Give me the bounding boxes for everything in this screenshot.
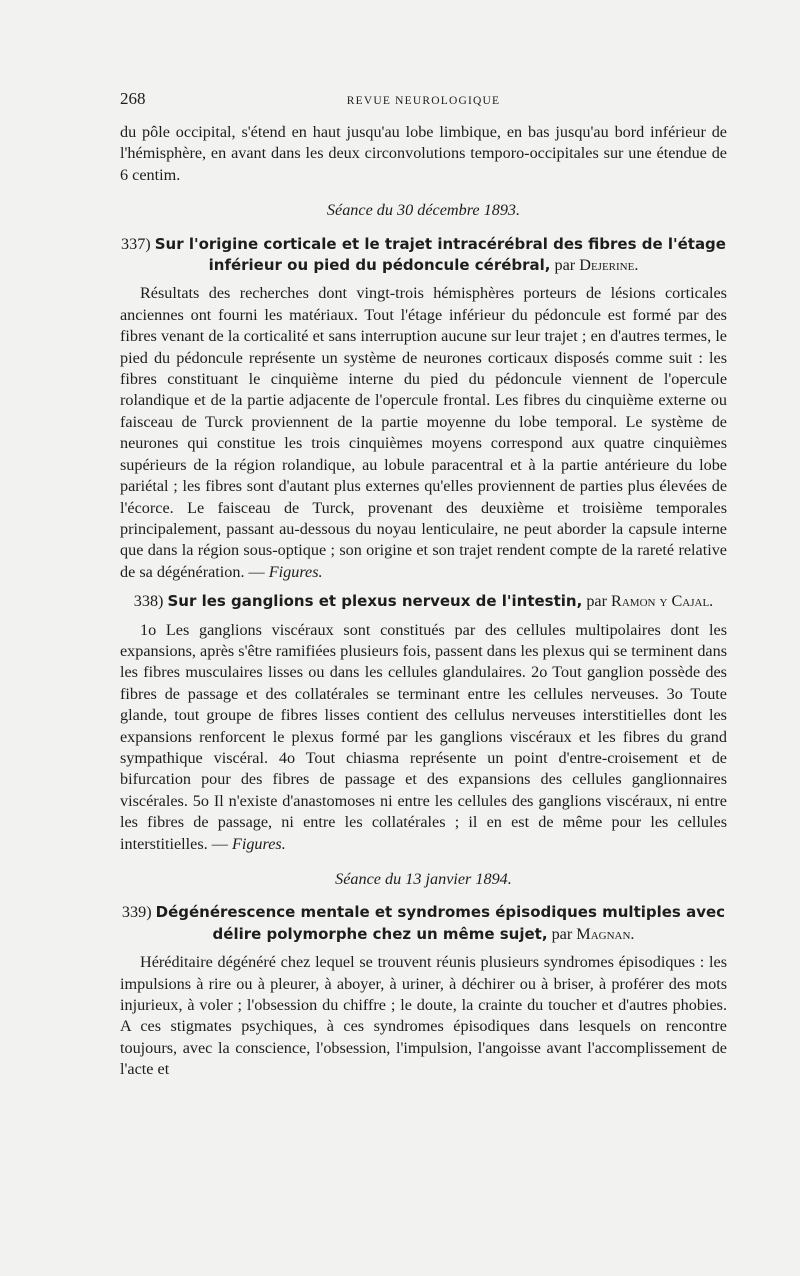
article-number: 337) [121,234,151,253]
article-body [120,620,727,855]
article-body [120,952,727,1080]
article-title-text: Sur les ganglions et plexus nerveux de l'intestin, [167,592,583,611]
article-number: 338) [133,592,164,611]
by-word: par [551,924,573,943]
figures-note: Figures. [231,834,286,853]
journal-title: REVUE NEUROLOGIQUE [346,95,501,107]
article-title-text: Sur l'origine corticale et le trajet intracérébral des fibres de l'étage inférieur ou pied du pédoncule cérébral, [154,234,726,275]
article-body-text: Héréditaire dégénéré chez lequel se trouvent réunis plusieurs syndromes épisodiques : les impulsions à rire ou à pleurer, à aboyer, à uriner, à déchirer ou à briser, à proférer des mots injurieux, à voler ; l'obsession du chiffre ; le doute, la crainte du toucher et d'autres phobies. A ces stigmates psychiques, à ces syndromes épisodiques dans lesquels on rencontre toujours, avec la conscience, l'obsession, l'impulsion, l'angoisse avant l'accomplissement de l'acte et [120,953,727,1079]
by-word: par [554,256,576,275]
dash: — [211,834,228,853]
article-author: Ramon y Cajal. [611,592,714,611]
session-heading: Séance du 30 décembre 1893. [326,201,521,220]
article-number: 339) [121,903,152,922]
page-number: 268 [120,89,146,108]
running-header [120,88,727,112]
by-word: par [586,592,607,611]
intro-paragraph: du pôle occipital, s'étend en haut jusqu'au lobe limbique, en bas jusqu'au bord inférieur de l'hémisphère, en avant dans les deux circonvolutions temporo-occipitales sur une étendue de 6 centim. [120,123,727,184]
page [120,88,727,1081]
article-body [120,283,727,583]
article-body-text: Résultats des recherches dont vingt-trois hémisphères porteurs de lésions corticales anciennes ont fourni les matériaux. Tout l'étage inférieur du pédoncule est formé par des fibres venant de la corticalité et sans interruption aucune sur leur trajet ; en d'autres termes, le pied du pédoncule représente un système de neurones corticaux disposés comme suit : les fibres constituant le cinquième interne du pied du pédoncule viennent de l'opercule rolandique et de la partie adjacente de l'opercule frontal. Les fibres du cinquième externe ou faisceau de Turck proviennent de la partie moyenne du lobe temporal. Le système de neurones qui constitue les trois cinquièmes moyens correspond aux quatre cinquièmes supérieurs de la région rolandique, au lobule paracentral et à la partie antérieure du lobe pariétal ; les fibres sont d'autant plus externes qu'elles proviennent de parties plus élevées de l'écorce. Le faisceau de Turck, provenant des deuxième et troisième temporales principalement, passant au-dessous du noyau lenticulaire, ne peut aborder la capsule interne que dans la région sous-optique ; son origine et son trajet rendent compte de la rareté relative de sa dégénération. [120,284,727,581]
article-title [120,234,727,277]
figures-note: Figures. [268,562,323,581]
article-body-text: 1o Les ganglions viscéraux sont constitués par des cellules multipolaires dont les expansions, après s'être ramifiées plusieurs fois, passent dans les plexus qui se terminent dans les fibres musculaires lisses ou dans les cellules glandulaires. 2o Tout ganglion possède des fibres de passage et des collatérales se terminant entre les cellules nerveuses. 3o Toute glande, tout groupe de fibres lisses contient des cellulus nerveuses interstitielles dont les expansions renforcent le plexus formé par les ganglions viscéraux et les fibres du grand sympathique viscéral. 4o Tout chiasma représente un point d'entre-croisement et de bifurcation pour des fibres de passage et des expansions des cellules ganglionnaires viscérales. 5o Il n'existe d'anastomoses ni entre les cellules des ganglions viscéraux, ni entre les fibres de passage, ni entre les collatérales ; il en est de même pour les cellules interstitielles. [120,620,727,853]
session-heading: Séance du 13 janvier 1894. [335,870,512,888]
dash: — [248,562,265,581]
article-title [120,902,727,945]
article-title-text: Dégénérescence mentale et syndromes épisodiques multiples avec délire polymorphe chez un même sujet, [155,903,726,943]
article-author: Dejerine. [579,256,639,275]
article-title [120,591,727,612]
article-author: Magnan. [576,924,635,943]
